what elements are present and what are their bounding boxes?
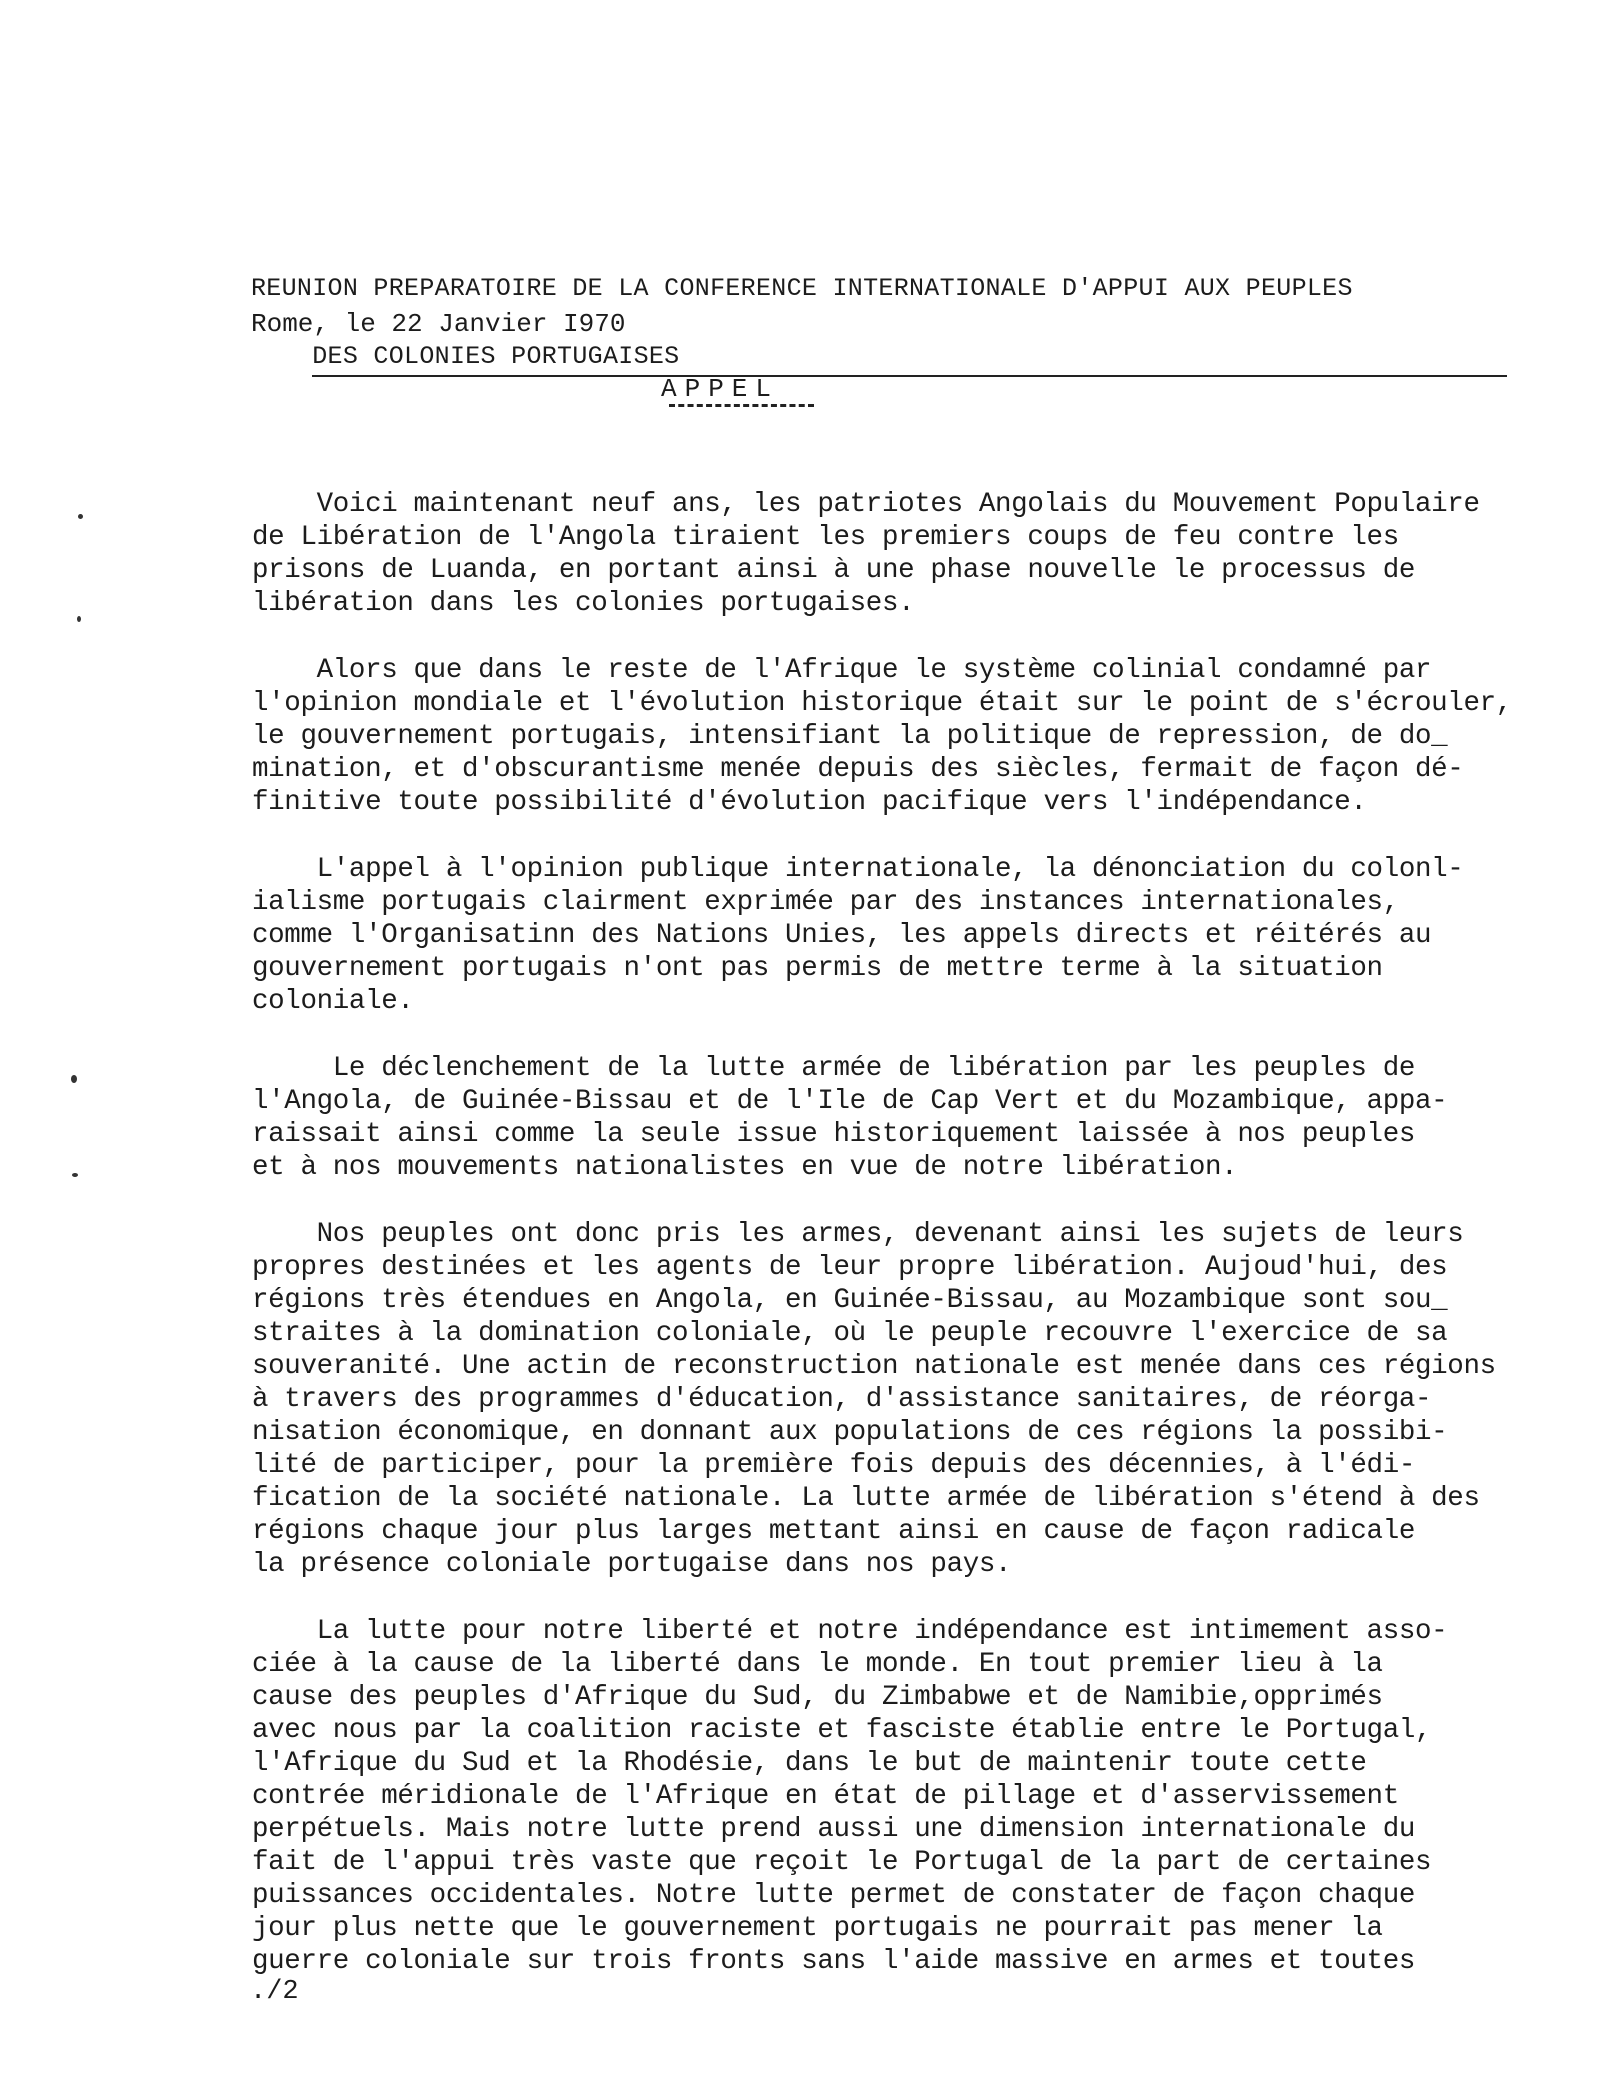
paragraph xyxy=(252,488,1542,620)
paragraph-line: libération dans les colonies portugaises. xyxy=(252,588,915,619)
paragraph-line: perpétuels. Mais notre lutte prend aussi une dimension internationale du xyxy=(252,1814,1415,1845)
scan-mark xyxy=(77,616,81,622)
paragraph-line: nisation économique, en donnant aux populations de ces régions la possibi- xyxy=(252,1417,1448,1448)
scan-mark xyxy=(78,514,83,519)
paragraph xyxy=(252,654,1542,819)
paragraph-line: jour plus nette que le gouvernement portugais ne pourrait pas mener la xyxy=(252,1913,1383,1944)
header-line-1: REUNION PREPARATOIRE DE LA CONFERENCE INTERNATIONALE D'APPUI AUX PEUPLES xyxy=(251,274,1353,303)
paragraph xyxy=(252,1615,1542,1978)
paragraph-line: ciée à la cause de la liberté dans le monde. En tout premier lieu à la xyxy=(252,1649,1383,1680)
paragraph-line: Voici maintenant neuf ans, les patriotes Angolais du Mouvement Populaire xyxy=(252,489,1480,520)
paragraph-line: lité de participer, pour la première fois depuis des décennies, à l'édi- xyxy=(252,1450,1415,1481)
paragraph-line: comme l'Organisatinn des Nations Unies, les appels directs et réitérés au xyxy=(252,920,1432,951)
paragraph-line: propres destinées et les agents de leur propre libération. Aujoud'hui, des xyxy=(252,1252,1448,1283)
paragraph-line: mination, et d'obscurantisme menée depuis des siècles, fermait de façon dé- xyxy=(252,754,1464,785)
paragraph-line: ialisme portugais clairment exprimée par des instances internationales, xyxy=(252,887,1399,918)
paragraph-line: coloniale. xyxy=(252,986,414,1017)
page-continuation-marker: ./2 xyxy=(250,1977,299,2007)
paragraph-line: souveranité. Une actin de reconstruction nationale est menée dans ces régions xyxy=(252,1351,1496,1382)
paragraph-line: raissait ainsi comme la seule issue historiquement laissée à nos peuples xyxy=(252,1119,1415,1150)
paragraph-line: puissances occidentales. Notre lutte permet de constater de façon chaque xyxy=(252,1880,1415,1911)
paragraph-line: La lutte pour notre liberté et notre indépendance est intimement asso- xyxy=(252,1616,1448,1647)
paragraph-line: régions chaque jour plus larges mettant ainsi en cause de façon radicale xyxy=(252,1516,1415,1547)
paragraph-line: contrée méridionale de l'Afrique en état de pillage et d'asservissement xyxy=(252,1781,1399,1812)
scan-mark xyxy=(72,1173,78,1177)
paragraph-line: la présence coloniale portugaise dans nos pays. xyxy=(252,1549,1012,1580)
paragraph-line: cause des peuples d'Afrique du Sud, du Zimbabwe et de Namibie,opprimés xyxy=(252,1682,1383,1713)
paragraph-line: fication de la société nationale. La lutte armée de libération s'étend à des xyxy=(252,1483,1480,1514)
paragraph xyxy=(252,853,1542,1018)
scan-mark xyxy=(71,1075,77,1083)
title-underline xyxy=(669,404,814,407)
body-text xyxy=(252,488,1542,2012)
paragraph-line: de Libération de l'Angola tiraient les premiers coups de feu contre les xyxy=(252,522,1399,553)
paragraph-line: l'opinion mondiale et l'évolution historique était sur le point de s'écrouler, xyxy=(252,688,1512,719)
paragraph-line: le gouvernement portugais, intensifiant la politique de repression, de do_ xyxy=(252,721,1448,752)
header-line-2: DES COLONIES PORTUGAISES xyxy=(312,340,1507,377)
paragraph-line: L'appel à l'opinion publique internationale, la dénonciation du colonl- xyxy=(252,854,1464,885)
paragraph-line: Le déclenchement de la lutte armée de libération par les peuples de xyxy=(252,1053,1415,1084)
paragraph-line: fait de l'appui très vaste que reçoit le Portugal de la part de certaines xyxy=(252,1847,1432,1878)
paragraph-line: prisons de Luanda, en portant ainsi à une phase nouvelle le processus de xyxy=(252,555,1415,586)
paragraph-line: régions très étendues en Angola, en Guinée-Bissau, au Mozambique sont sou_ xyxy=(252,1285,1448,1316)
paragraph-line: gouvernement portugais n'ont pas permis de mettre terme à la situation xyxy=(252,953,1383,984)
paragraph-line: l'Afrique du Sud et la Rhodésie, dans le but de maintenir toute cette xyxy=(252,1748,1367,1779)
paragraph-line: à travers des programmes d'éducation, d'assistance sanitaires, de réorga- xyxy=(252,1384,1432,1415)
paragraph-line: Nos peuples ont donc pris les armes, devenant ainsi les sujets de leurs xyxy=(252,1219,1464,1250)
paragraph-line: finitive toute possibilité d'évolution pacifique vers l'indépendance. xyxy=(252,787,1367,818)
paragraph-line: straites à la domination coloniale, où le peuple recouvre l'exercice de sa xyxy=(252,1318,1448,1349)
dateline: Rome, le 22 Janvier I970 xyxy=(251,309,626,339)
paragraph-line: et à nos mouvements nationalistes en vue de notre libération. xyxy=(252,1152,1238,1183)
document-title: APPEL xyxy=(661,374,780,404)
paragraph-line: l'Angola, de Guinée-Bissau et de l'Ile de Cap Vert et du Mozambique, appa- xyxy=(252,1086,1448,1117)
paragraph-line: guerre coloniale sur trois fronts sans l'aide massive en armes et toutes xyxy=(252,1946,1415,1977)
paragraph xyxy=(252,1052,1542,1184)
paragraph xyxy=(252,1218,1542,1581)
paragraph-line: Alors que dans le reste de l'Afrique le système colinial condamné par xyxy=(252,655,1432,686)
paragraph-line: avec nous par la coalition raciste et fasciste établie entre le Portugal, xyxy=(252,1715,1432,1746)
